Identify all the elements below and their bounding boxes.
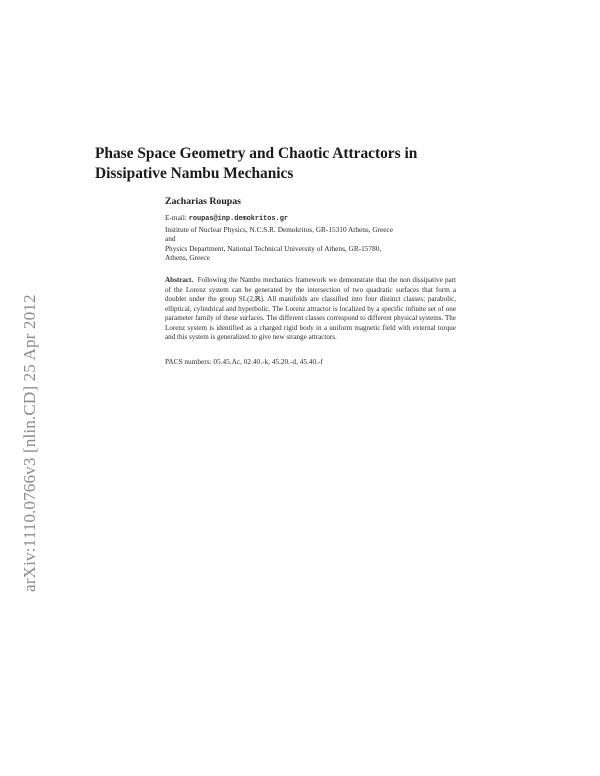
affiliation-line-3: Athens, Greece — [165, 253, 210, 263]
author-name: Zacharias Roupas — [165, 196, 241, 207]
pacs-numbers: PACS numbers: 05.45.Ac, 02.40.-k, 45.20.-d, 45.40.-f — [165, 357, 323, 366]
arxiv-identifier-stamp: arXiv:1110.0766v3 [nlin.CD] 25 Apr 2012 — [20, 294, 39, 592]
paper-title-line-2: Dissipative Nambu Mechanics — [95, 165, 294, 182]
affiliation-and: and — [165, 234, 176, 244]
email-label: E-mail: — [165, 213, 189, 222]
abstract-label: Abstract. — [165, 276, 194, 284]
abstract — [165, 276, 456, 343]
email-address[interactable]: roupas@inp.demokritos.gr — [188, 215, 288, 223]
affiliation-line-1: Institute of Nuclear Physics, N.C.S.R. Demokritos, GR-15310 Athens, Greece — [165, 224, 393, 234]
email-line — [165, 213, 465, 225]
abstract-text: Following the Nambu mechanics framework we demonstrate that the non dissipative part of the Lorenz system can be generated by the intersection of two quadratic surfaces that form a doublet under the group SL(2,ℝ). All manifolds are classified into four distinct classes; parabolic, elliptical, cylindrical and hyperbolic. The Lorenz attractor is localized by a specific infinite set of one parameter family of these surfaces. The different classes correspond to different physical systems. The Lorenz system is identified as a charged rigid body in a uniform magnetic field with external torque and this system is generalized to give new strange attractors. — [165, 276, 456, 341]
author-affiliation — [165, 213, 465, 263]
paper-title-line-1: Phase Space Geometry and Chaotic Attractors in — [95, 145, 418, 162]
affiliation-line-2: Physics Department, National Technical University of Athens, GR-15780, — [165, 243, 382, 253]
paper-title — [95, 144, 515, 184]
